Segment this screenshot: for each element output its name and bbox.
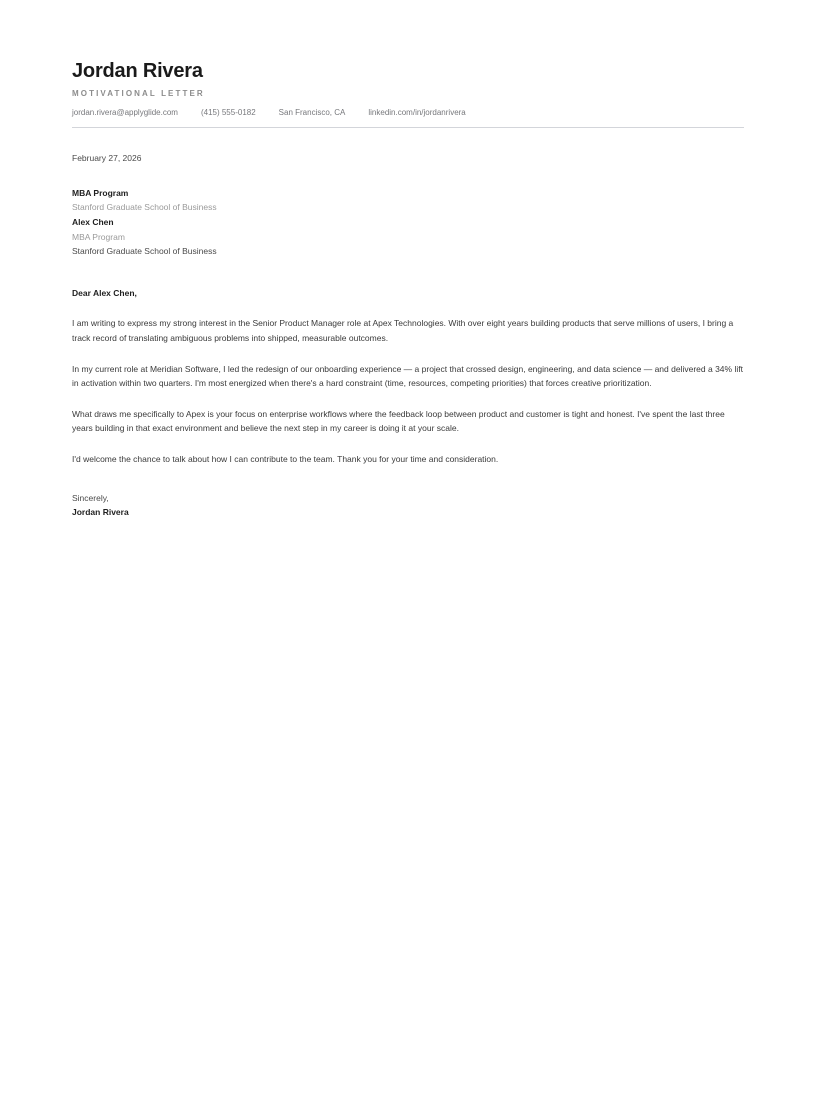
contact-linkedin[interactable]: linkedin.com/in/jordanrivera [368,107,466,117]
recipient-line: Stanford Graduate School of Business [72,202,217,213]
body-paragraph: In my current role at Meridian Software, I led the redesign of our onboarding experience — a project that crossed design, engineering, and data science — and delivered a 34% lift in activation within two quarters. I'm most energized when there's a hard constraint (time, resources, competing priorities) that forces creative prioritization. [72,363,743,388]
salutation: Dear Alex Chen, [72,287,137,298]
closing-phrase: Sincerely, [72,493,109,504]
page-title: Jordan Rivera [72,60,203,82]
recipient-block [72,186,744,259]
letter-date: February 27, 2026 [72,152,142,163]
body-paragraph: I am writing to express my strong interest in the Senior Product Manager role at Apex Technologies. With over eight years building products that serve millions of users, I bring a track record of translating ambiguous problems into shipped, measurable outcomes. [72,318,734,343]
recipient-line: Alex Chen [72,216,114,227]
header-divider [72,127,744,128]
body-paragraph: What draws me specifically to Apex is your focus on enterprise workflows where the feedback loop between product and customer is tight and honest. I've spent the last three years building in that exact environment and believe the next step in my career is doing it at your scale. [72,408,725,434]
contact-phone[interactable]: (415) 555-0182 [200,107,256,117]
contact-location: San Francisco, CA [278,107,346,117]
recipient-line: MBA Program [72,187,129,198]
signature-name: Jordan Rivera [72,507,129,517]
closing-block [72,492,744,520]
document-type-label: MOTIVATIONAL LETTER [72,89,205,98]
letter-body [72,316,744,466]
recipient-line: Stanford Graduate School of Business [72,246,217,257]
body-paragraph: I'd welcome the chance to talk about how I can contribute to the team. Thank you for your time and consideration. [72,454,499,465]
contact-row [72,107,744,118]
contact-email[interactable]: jordan.rivera@applyglide.com [72,107,178,117]
recipient-line: MBA Program [72,231,125,242]
letter-content [72,60,744,520]
letter-header [72,60,744,128]
